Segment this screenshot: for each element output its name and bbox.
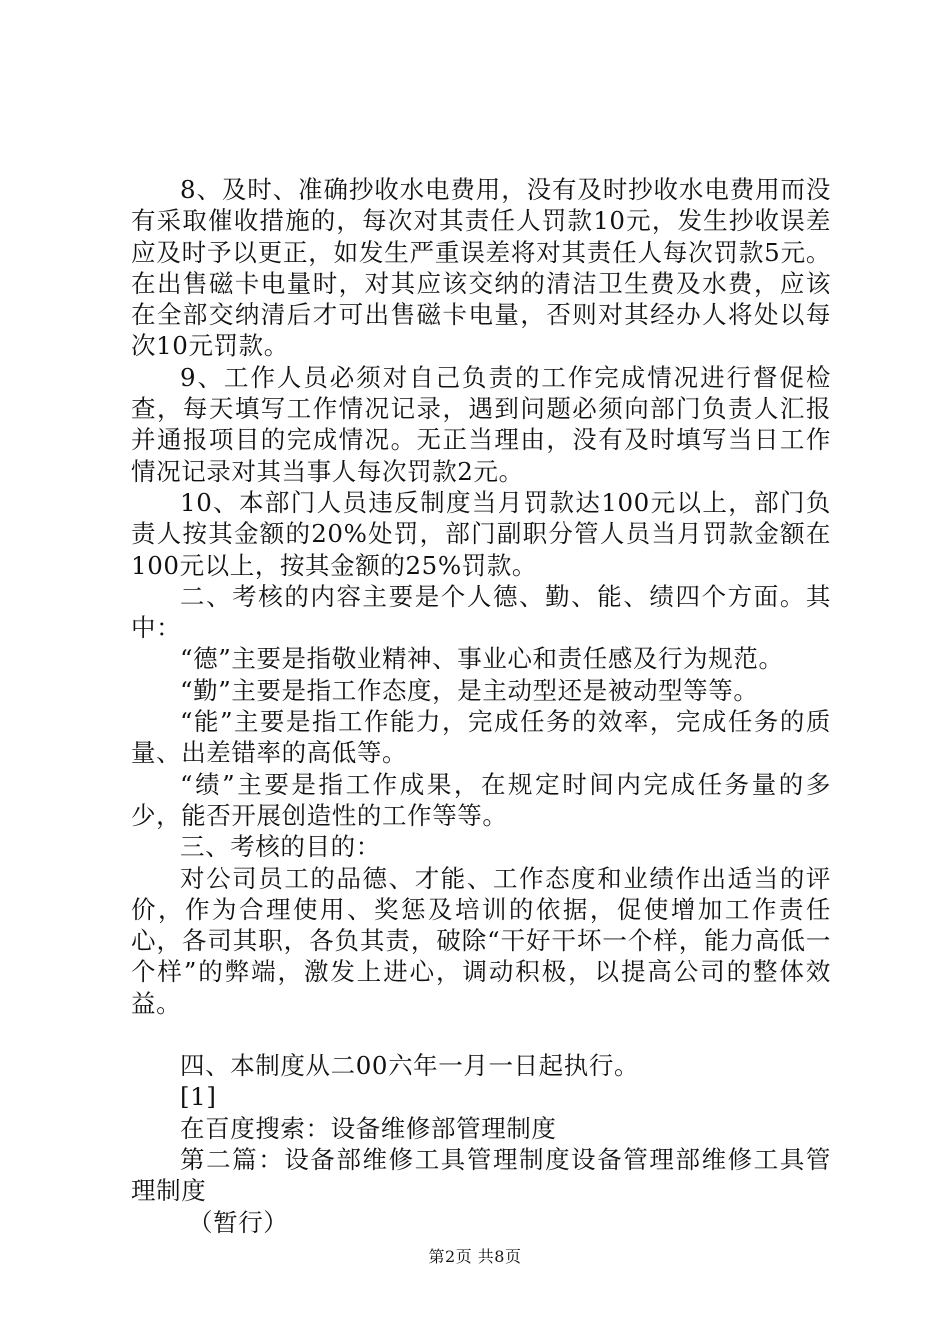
paragraph-purpose: 对公司员工的品德、才能、工作态度和业绩作出适当的评价，作为合理使用、奖惩及培训的依据，促使增加工作责任心，各司其职，各负其责，破除“干好干坏一个样，能力高低一个样”的弊端，激发上进心，调动积极，以提高公司的整体效益。 bbox=[131, 863, 831, 1018]
footnote-reference: [1] bbox=[180, 1082, 217, 1112]
chapter-two-subtitle: （暂行） bbox=[188, 1207, 289, 1237]
paragraph-qin: “勤”主要是指工作态度，是主动型还是被动型等等。 bbox=[180, 675, 759, 705]
paragraph-rule-10: 10、本部门人员违反制度当月罚款达100元以上，部门负责人按其金额的20%处罚，部门副职分管人员当月罚款金额在100元以上，按其金额的25%罚款。 bbox=[131, 487, 831, 580]
paragraph-rule-9: 9、工作人员必须对自己负责的工作完成情况进行督促检查，每天填写工作情况记录，遇到问题必须向部门负责人汇报并通报项目的完成情况。无正当理由，没有及时填写当日工作情况记录对其当事人每次罚款2元。 bbox=[131, 362, 831, 486]
section-heading-assessment-content: 二、考核的内容主要是个人德、勤、能、绩四个方面。其中： bbox=[131, 581, 831, 643]
document-body bbox=[131, 174, 831, 1238]
paragraph-rule-8: 8、及时、准确抄收水电费用，没有及时抄收水电费用而没有采取催收措施的，每次对其责任人罚款10元，发生抄收误差应及时予以更正，如发生严重误差将对其责任人每次罚款5元。在出售磁卡电量时，对其应该交纳的清洁卫生费及水费，应该在全部交纳清后才可出售磁卡电量，否则对其经办人将处以每次10元罚款。 bbox=[131, 175, 831, 361]
section-heading-effective-date: 四、本制度从二00六年一月一日起执行。 bbox=[180, 1051, 640, 1081]
page-number-footer: 第2页 共8页 bbox=[428, 1247, 522, 1266]
search-note: 在百度搜索：设备维修部管理制度 bbox=[180, 1113, 557, 1143]
chapter-two-title: 第二篇：设备部维修工具管理制度设备管理部维修工具管理制度 bbox=[131, 1144, 831, 1206]
paragraph-neng: “能”主要是指工作能力，完成任务的效率，完成任务的质量、出差错率的高低等。 bbox=[131, 707, 831, 768]
section-heading-assessment-purpose: 三、考核的目的： bbox=[180, 832, 381, 862]
paragraph-de: “德”主要是指敬业精神、事业心和责任感及行为规范。 bbox=[180, 644, 784, 674]
paragraph-ji: “绩”主要是指工作成果，在规定时间内完成任务量的多少，能否开展创造性的工作等等。 bbox=[131, 769, 831, 830]
